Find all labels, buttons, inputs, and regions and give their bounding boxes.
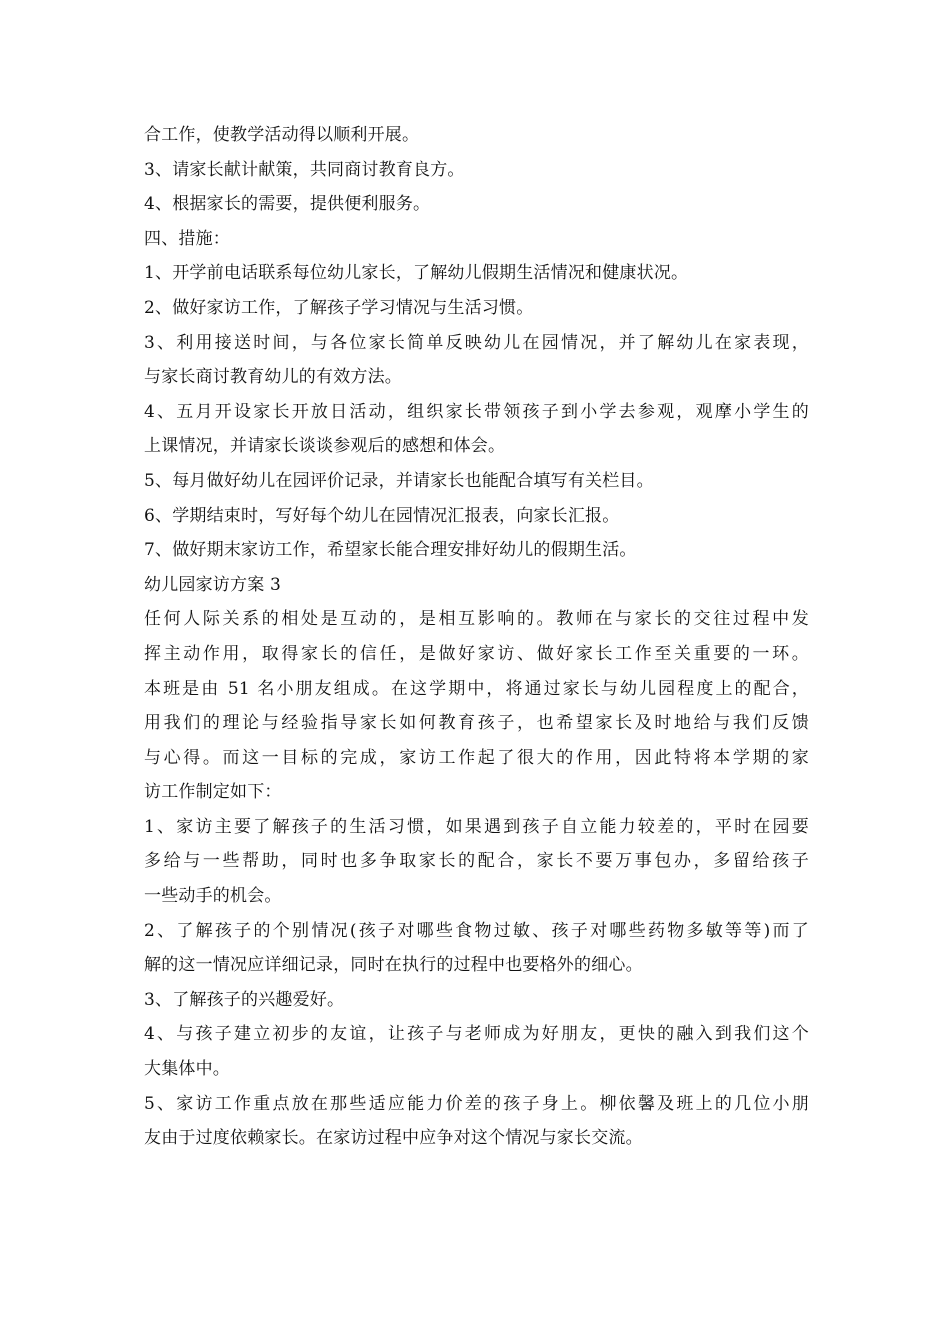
text-line: 友由于过度依赖家长。在家访过程中应争对这个情况与家长交流。 [144, 1128, 643, 1149]
text-line: 多给与一些帮助，同时也多争取家长的配合，家长不要万事包办，多留给孩子 [144, 851, 809, 872]
text-line: 3、请家长献计献策，共同商讨教育良方。 [144, 159, 465, 180]
text-line: 1、开学前电话联系每位幼儿家长，了解幼儿假期生活情况和健康状况。 [144, 263, 689, 284]
text-line: 与心得。而这一目标的完成，家访工作起了很大的作用，因此特将本学期的家 [144, 747, 809, 768]
text-line: 4、与孩子建立初步的友谊，让孩子与老师成为好朋友，更快的融入到我们这个 [144, 1024, 809, 1045]
text-line: 本班是由 51 名小朋友组成。在这学期中，将通过家长与幼儿园程度上的配合， [144, 678, 809, 699]
text-line: 任何人际关系的相处是互动的，是相互影响的。教师在与家长的交往过程中发 [144, 609, 809, 630]
text-line: 2、做好家访工作，了解孩子学习情况与生活习惯。 [144, 297, 534, 318]
text-line: 上课情况，并请家长谈谈参观后的感想和体会。 [144, 436, 506, 457]
text-line: 解的这一情况应详细记录，同时在执行的过程中也要格外的细心。 [144, 955, 643, 976]
text-line: 1、家访主要了解孩子的生活习惯，如果遇到孩子自立能力较差的，平时在园要 [144, 816, 809, 837]
text-line: 4、五月开设家长开放日活动，组织家长带领孩子到小学去参观，观摩小学生的 [144, 401, 809, 422]
text-line: 3、利用接送时间，与各位家长简单反映幼儿在园情况，并了解幼儿在家表现， [144, 332, 809, 353]
text-line: 合工作，使教学活动得以顺利开展。 [144, 125, 420, 145]
text-line: 4、根据家长的需要，提供便利服务。 [144, 194, 431, 215]
text-line: 挥主动作用，取得家长的信任，是做好家访、做好家长工作至关重要的一环。 [144, 643, 809, 664]
text-line: 四、措施： [144, 228, 230, 249]
text-line: 5、每月做好幼儿在园评价记录，并请家长也能配合填写有关栏目。 [144, 470, 654, 491]
text-line: 访工作制定如下： [144, 782, 282, 803]
text-line: 5、家访工作重点放在那些适应能力价差的孩子身上。柳依馨及班上的几位小朋 [144, 1093, 809, 1114]
text-line: 用我们的理论与经验指导家长如何教育孩子，也希望家长及时地给与我们反馈 [144, 713, 809, 734]
text-line: 大集体中。 [144, 1059, 230, 1080]
text-line: 幼儿园家访方案 3 [144, 574, 282, 595]
text-line: 2、了解孩子的个别情况(孩子对哪些食物过敏、孩子对哪些药物多敏等等)而了 [144, 920, 809, 941]
text-line: 3、了解孩子的兴趣爱好。 [144, 989, 345, 1010]
text-line: 6、学期结束时，写好每个幼儿在园情况汇报表，向家长汇报。 [144, 505, 620, 526]
text-line: 与家长商讨教育幼儿的有效方法。 [144, 367, 402, 388]
document-body [144, 118, 809, 1156]
text-line: 7、做好期末家访工作，希望家长能合理安排好幼儿的假期生活。 [144, 540, 637, 561]
text-line: 一些动手的机会。 [144, 886, 282, 907]
